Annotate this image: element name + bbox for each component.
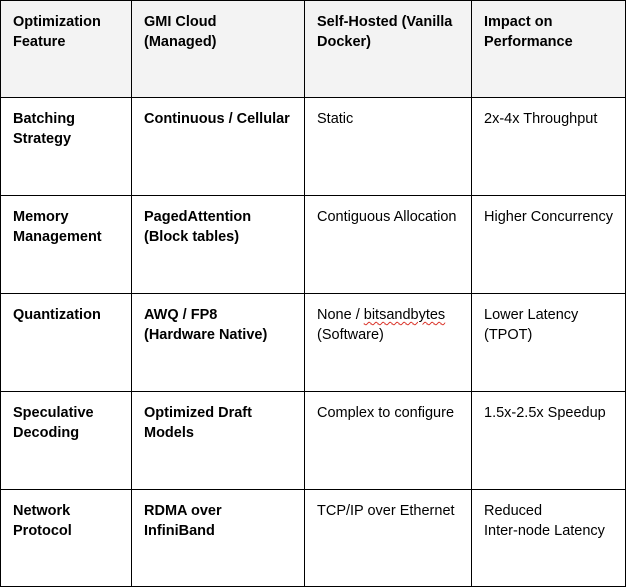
cell-feature: Memory Management <box>1 196 132 294</box>
header-optimization-feature: Optimization Feature <box>1 1 132 98</box>
impact-line-1: Reduced <box>484 503 543 519</box>
spellcheck-flagged-word: bitsandbytes <box>363 307 446 323</box>
cell-impact <box>472 490 626 587</box>
cell-self-hosted: Complex to configure <box>305 392 472 490</box>
table-body <box>1 98 626 587</box>
impact-line-2: Inter-node Latency <box>484 523 605 539</box>
cell-self-hosted: Contiguous Allocation <box>305 196 472 294</box>
header-impact: Impact on Performance <box>472 1 626 98</box>
cell-managed: AWQ / FP8 (Hardware Native) <box>132 294 305 392</box>
table-header <box>1 1 626 98</box>
self-hosted-suffix: (Software) <box>317 327 384 343</box>
cell-impact: 2x-4x Throughput <box>472 98 626 196</box>
cell-feature: Batching Strategy <box>1 98 132 196</box>
cell-managed: Optimized Draft Models <box>132 392 305 490</box>
cell-impact: Higher Concurrency <box>472 196 626 294</box>
table-row <box>1 294 626 392</box>
cell-feature: Speculative Decoding <box>1 392 132 490</box>
header-row <box>1 1 626 98</box>
table-row <box>1 98 626 196</box>
cell-impact: Lower Latency (TPOT) <box>472 294 626 392</box>
cell-feature: Network Protocol <box>1 490 132 587</box>
self-hosted-prefix: None / <box>317 307 364 323</box>
cell-managed: RDMA over InfiniBand <box>132 490 305 587</box>
cell-self-hosted: TCP/IP over Ethernet <box>305 490 472 587</box>
cell-feature: Quantization <box>1 294 132 392</box>
table-row <box>1 490 626 587</box>
header-gmi-cloud: GMI Cloud (Managed) <box>132 1 305 98</box>
cell-managed: PagedAttention (Block tables) <box>132 196 305 294</box>
cell-impact: 1.5x-2.5x Speedup <box>472 392 626 490</box>
header-self-hosted: Self-Hosted (Vanilla Docker) <box>305 1 472 98</box>
table-row <box>1 392 626 490</box>
cell-managed: Continuous / Cellular <box>132 98 305 196</box>
table-row <box>1 196 626 294</box>
cell-self-hosted <box>305 294 472 392</box>
cell-self-hosted: Static <box>305 98 472 196</box>
